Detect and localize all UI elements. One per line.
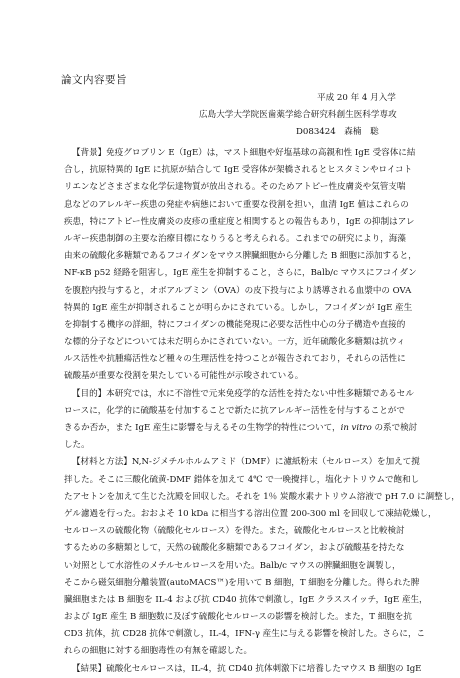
author-name: D083424 森楠 聡 [296, 127, 379, 137]
text-line: 硫酸基が重要な役割を果たしている可能性が示唆されている。 [64, 371, 304, 382]
text-line: 拌した。そこに三酸化硫黄-DMF 錯体を加えて 4℃ で一晩攪拌し，塩化ナトリウムで飽和し [64, 474, 420, 485]
text-line: 息などのアレルギー疾患の発症や病態において重要な役割を担い，血清 IgE 値はこれらの [64, 199, 409, 210]
text-line: 臓細胞または B 細胞を IL-4 および抗 CD40 抗体で刺激し，IgE クラススイッチ，IgE 産生， [64, 594, 428, 605]
text-line: な標的分子などについては未だ明らかにされていない。一方，近年硫酸化多糖類は抗ウィ [64, 337, 406, 348]
text-line: 【目的】本研究では，水に不溶性で元来免疫学的な活性を持たない中性多糖類であるセル [72, 388, 414, 399]
text-line: 特異的 IgE 産生が抑制されることが明らかにされている。しかし，フコイダンが IgE 産生 [64, 302, 413, 313]
enrollment-date: 平成 20 年 4 月入学 [317, 93, 396, 103]
text-line: い対照として水溶性のメチルセルロースを用いた。Balb/c マウスの脾臓細胞を調製し， [64, 560, 401, 571]
document-title: 論文内容要旨 [61, 74, 127, 86]
text-line: れらの細胞に対する細胞毒性の有無を確認した。 [64, 646, 253, 657]
text-line: きるか否か，また IgE 産生に影響を与えるその生物学的特性について，in vitro の系で検討 [64, 423, 418, 433]
text-line: ルギー疾患制御の主要な治療目標になりうると考えられる。これまでの研究により，海藻 [64, 233, 406, 244]
text-line: たアセトンを加えて生じた沈殿を回収した。それを 1％ 炭酸水素ナトリウム溶液で pH 7.0 に調整し， [64, 491, 460, 502]
text-line: ルス活性や抗腫瘍活性など種々の生理活性を持つことが報告されており，それらの活性に [64, 354, 406, 365]
text-line: CD3 抗体，抗 CD28 抗体で刺激し，IL-4，IFN-γ 産生に与える影響を検討した。さらに，こ [64, 629, 426, 640]
abstract-body [64, 145, 460, 678]
text-line: そこから磁気細胞分離装置(autoMACS™)を用いて B 細胞，T 細胞を分離した。得られた脾 [64, 577, 420, 588]
text-line: ゲル濾過を行った。おおよそ 10 kDa に相当する溶出位置 200-300 ml を回収して凍結乾燥し， [64, 508, 437, 519]
text-line: するための多糖類として，天然の硫酸化多糖類であるフコイダン，および硫酸基を持たな [64, 543, 405, 554]
text-line: および IgE 産生 B 細胞数に及ぼす硫酸化セルロースの影響を検討した。また，T 細胞を抗 [64, 612, 412, 623]
text-line: NF-κB p52 経路を阻害し，IgE 産生を抑制すること，さらに，Balb/c マウスにフコイダン [64, 268, 417, 279]
department-name: 広島大学大学院医歯薬学総合研究科創生医科学専攻 [199, 110, 397, 120]
text-line: 【結果】硫酸化セルロースは，IL-4，抗 CD40 抗体刺激下に培養したマウス B 細胞の IgE [72, 663, 422, 674]
in-vitro-term: in vitro [340, 423, 372, 433]
text-line: 【材料と方法】N,N-ジメチルホルムアミド（DMF）に濾紙粉末（セルロース）を加えて撹 [72, 457, 420, 468]
text-line: 【背景】免疫グロブリン E（IgE）は，マスト細胞や好塩基球の高親和性 IgE 受容体に結 [72, 148, 416, 158]
text-line: ロースに，化学的に硫酸基を付加することで新たに抗アレルギー活性を付与することがで [64, 405, 405, 416]
text-line: した。 [64, 440, 90, 451]
text-line: セルロースの硫酸化物（硫酸化セルロース）を得た。また，硫酸化セルロースと比較検討 [64, 526, 405, 537]
text-line: 疾患，特にアトピー性皮膚炎の皮疹の重症度と相関するとの報告もあり，IgE の抑制はアレ [64, 216, 415, 227]
text-line: を抑制する機序の詳細，特にフコイダンの機能発現に必要な活性中心の分子構造や直接的 [64, 319, 406, 330]
text-line: 合し，抗原特異的 IgE に抗原が結合して IgE 受容体が架橋されるとヒスタミンやロイコト [64, 165, 413, 176]
text-line: リエンなどさまざまな化学伝達物質が放出される。そのためアトピー性皮膚炎や気管支喘 [64, 182, 406, 193]
text-line: 由来の硫酸化多糖類であるフコイダンをマウス脾臓細胞から分離した B 細胞に添加すると， [64, 251, 417, 262]
text-line: を腹腔内投与すると，オボアルブミン（OVA）の皮下投与により誘導される血漿中の OVA [64, 285, 412, 296]
